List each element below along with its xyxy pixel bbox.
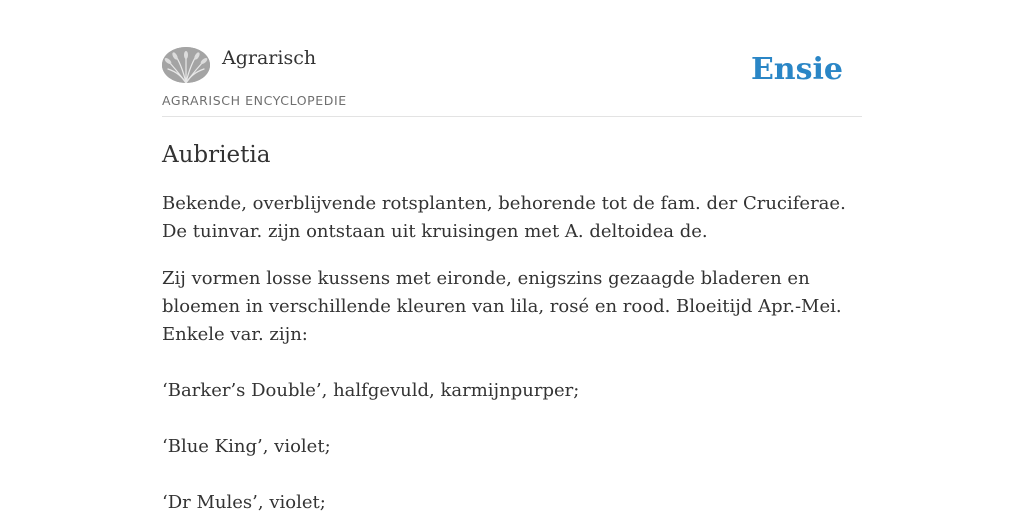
entry-paragraph: Bekende, overblijvende rotsplanten, behorende tot de fam. der Cruciferae. De tuinvar. zijn ontstaan uit kruisingen met A. deltoidea de. <box>162 193 846 242</box>
entry-title: Aubrietia <box>162 142 271 168</box>
ensie-logo-link[interactable]: Ensie <box>750 52 843 87</box>
wheat-sheaf-icon[interactable] <box>162 47 210 83</box>
variety-item: ‘Blue King’, violet; <box>162 436 331 457</box>
entry-content <box>162 138 852 512</box>
book-title-link[interactable]: Agrarisch <box>222 47 317 69</box>
variety-item: ‘Dr Mules’, violet; <box>162 492 326 512</box>
entry-paragraph: Zij vormen losse kussens met eironde, enigszins gezaagde bladeren en bloemen in verschillende kleuren van lila, rosé en rood. Bloeitijd Apr.-Mei. Enkele var. zijn: <box>162 268 842 345</box>
site-header <box>162 44 862 117</box>
book-subtitle: AGRARISCH ENCYCLOPEDIE <box>162 93 347 108</box>
variety-item: ‘Barker’s Double’, halfgevuld, karmijnpurper; <box>162 380 580 401</box>
